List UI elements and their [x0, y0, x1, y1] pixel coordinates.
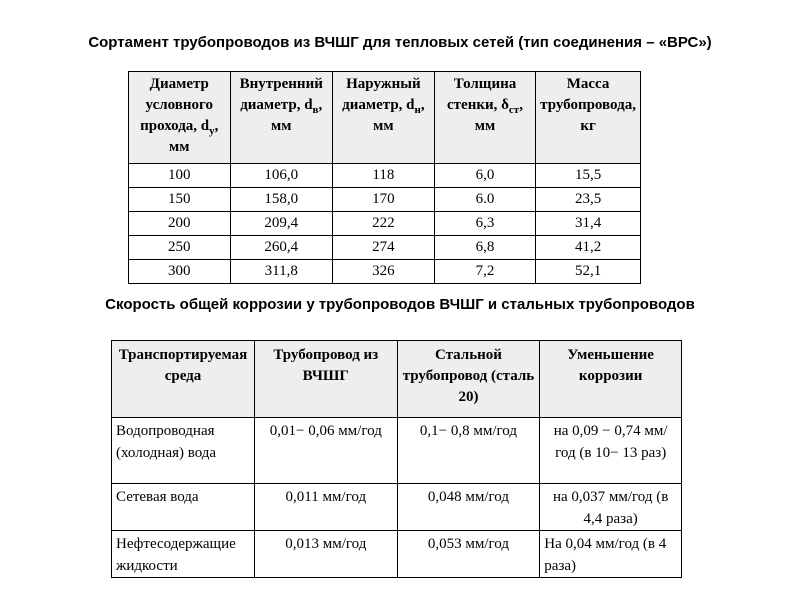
table-cell: 0,01− 0,06 мм/год [254, 418, 397, 484]
table-cell: 250 [129, 236, 231, 260]
table-cell: 31,4 [536, 212, 641, 236]
table-cell: Нефтесодержащие жидкости [112, 531, 255, 578]
table2-title: Скорость общей коррозии у трубопроводов ВЧШГ и стальных трубопроводов [105, 296, 695, 313]
table-cell: 0,011 мм/год [254, 484, 397, 531]
table-cell: 106,0 [230, 164, 332, 188]
table-cell: 326 [332, 260, 434, 284]
table-cell: 100 [129, 164, 231, 188]
header-corrosion-reduction: Уменьшение коррозии [540, 341, 682, 418]
header-inner-diameter: Внутренний диаметр, $d_в$, мм [230, 72, 332, 164]
table-cell: 6,3 [434, 212, 535, 236]
table-row [129, 164, 641, 188]
table-cell: 6,8 [434, 236, 535, 260]
table-cell: 23,5 [536, 188, 641, 212]
header-pipe-mass: Масса трубопровода, кг [536, 72, 641, 164]
table-cell: 274 [332, 236, 434, 260]
table-cell: 41,2 [536, 236, 641, 260]
table-cell: 7,2 [434, 260, 535, 284]
table-cell: 6.0 [434, 188, 535, 212]
table-cell: Водопроводная (холодная) вода [112, 418, 255, 484]
table-cell: 222 [332, 212, 434, 236]
table-cell: 0,013 мм/год [254, 531, 397, 578]
table-header-row [112, 341, 682, 418]
table-cell: 311,8 [230, 260, 332, 284]
table-row [112, 531, 682, 578]
table-row [129, 212, 641, 236]
table-cell: на 0,037 мм/год (в 4,4 раза) [540, 484, 682, 531]
table-cell: 0,1− 0,8 мм/год [397, 418, 540, 484]
table-cell: 6,0 [434, 164, 535, 188]
table-cell: 15,5 [536, 164, 641, 188]
table-cell: Сетевая вода [112, 484, 255, 531]
table-cell: 0,048 мм/год [397, 484, 540, 531]
header-transported-medium: Транспортируемая среда [112, 341, 255, 418]
table-header-row [129, 72, 641, 164]
table-row [112, 418, 682, 484]
header-steel-pipe: Стальной трубопровод (сталь 20) [397, 341, 540, 418]
table-row [112, 484, 682, 531]
table-cell: 300 [129, 260, 231, 284]
table-cell: 52,1 [536, 260, 641, 284]
table-cell: на 0,09 − 0,74 мм/год (в 10− 13 раз) [540, 418, 682, 484]
header-ductile-iron-pipe: Трубопровод из ВЧШГ [254, 341, 397, 418]
header-nominal-diameter: Диаметр условного прохода, $d_у$, мм [129, 72, 231, 164]
table-cell: 170 [332, 188, 434, 212]
header-wall-thickness: Толщина стенки, $\delta_{ст}$, мм [434, 72, 535, 164]
table-cell: 200 [129, 212, 231, 236]
table-cell: 209,4 [230, 212, 332, 236]
table-cell: 150 [129, 188, 231, 212]
table-row [129, 236, 641, 260]
table-cell: На 0,04 мм/год (в 4 раза) [540, 531, 682, 578]
table-row [129, 260, 641, 284]
table-row [129, 188, 641, 212]
table-cell: 158,0 [230, 188, 332, 212]
header-outer-diameter: Наружный диаметр, $d_н$, мм [332, 72, 434, 164]
table-cell: 118 [332, 164, 434, 188]
pipe-assortment-table [128, 71, 641, 284]
table-cell: 0,053 мм/год [397, 531, 540, 578]
table1-title: Сортамент трубопроводов из ВЧШГ для тепловых сетей (тип соединения – «ВРС») [88, 34, 712, 51]
table-cell: 260,4 [230, 236, 332, 260]
corrosion-rate-table [111, 340, 682, 578]
